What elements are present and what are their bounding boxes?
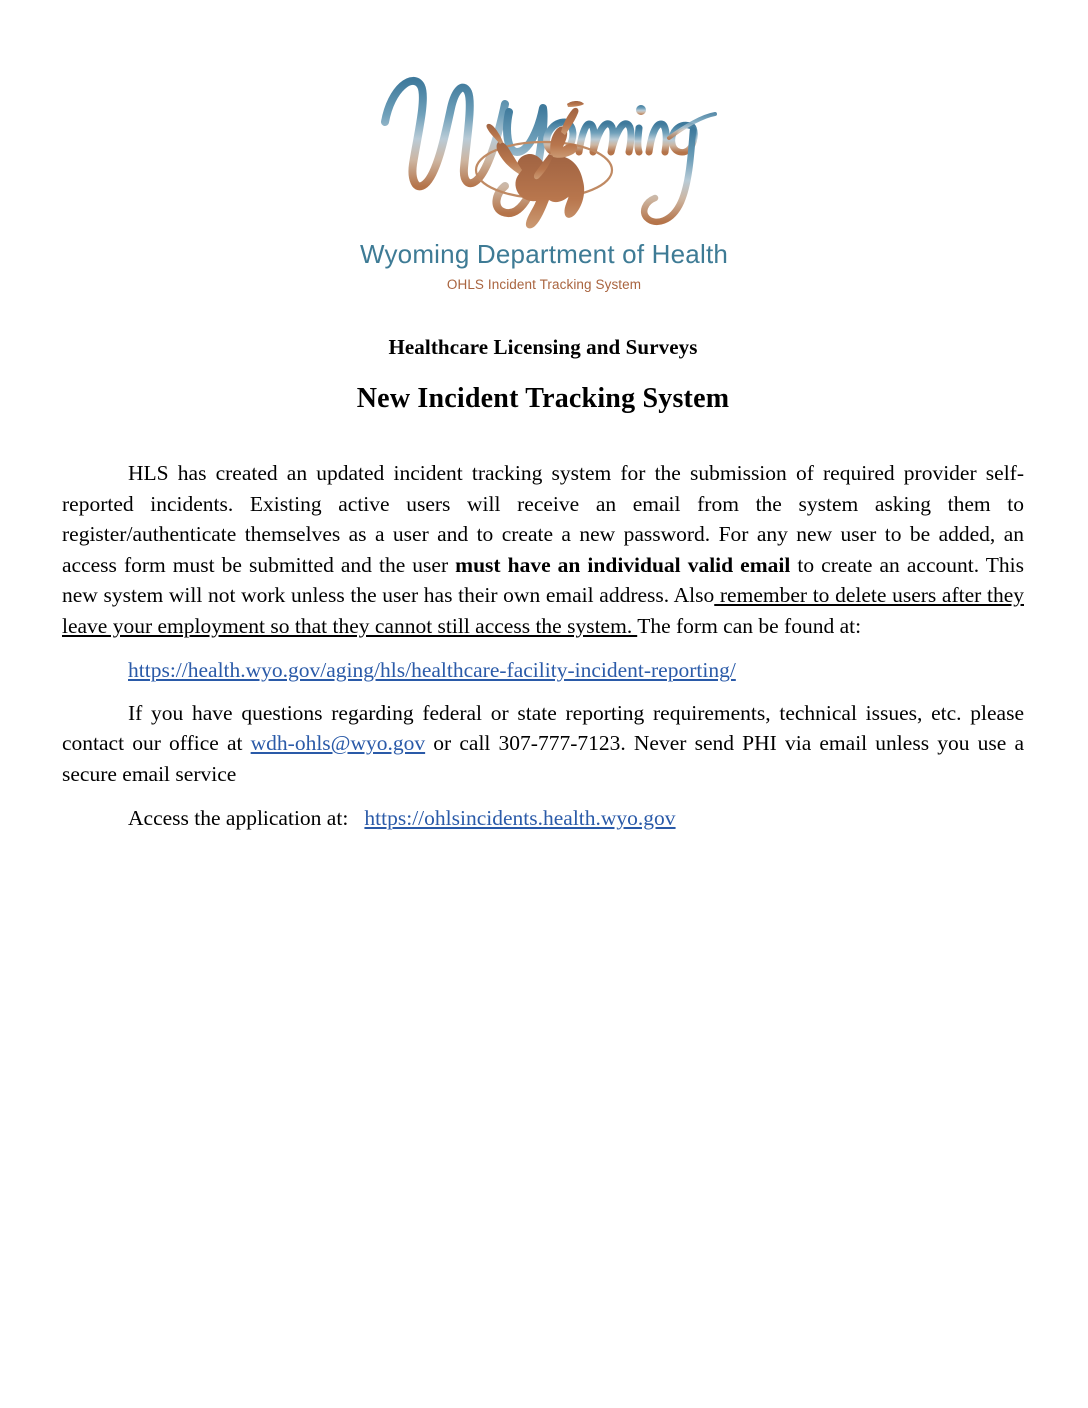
body-spacer-1 xyxy=(62,641,1024,655)
paragraph-intro-segment-1: HLS has created an updated incident tracking system for the submission of required provider self-reported incidents. Existing active users will receive an email from the system asking them to register/authenticate themselves as a user and to create a new password. For any new user to be added, an access form must be submitted and the user xyxy=(62,461,1024,577)
logo-department-line: Wyoming Department of Health xyxy=(359,239,729,269)
body-spacer-2 xyxy=(62,686,1024,698)
paragraph-contact xyxy=(62,698,1024,790)
paragraph-intro-segment-2: to create an account. This new system will not work unless the user has their own email address. Also xyxy=(62,552,1024,607)
paragraph-intro xyxy=(62,458,1024,641)
agency-logo-block xyxy=(0,52,1088,293)
logo-subtitle-line: OHLS Incident Tracking System xyxy=(446,277,642,292)
paragraph-intro-underlined-phrase: remember to delete users after they leave your employment so that they cannot still access the system. xyxy=(62,583,1024,638)
document-body xyxy=(62,458,1024,834)
access-application-label: Access the application at: xyxy=(128,806,365,830)
paragraph-intro-bold-phrase: must have an individual valid email xyxy=(455,552,791,577)
form-url-link[interactable]: https://health.wyo.gov/aging/hls/healthcare-facility-incident-reporting/ xyxy=(128,658,736,682)
support-email-link[interactable]: wdh-ohls@wyo.gov xyxy=(250,731,426,755)
document-subtitle: Healthcare Licensing and Surveys xyxy=(388,335,698,359)
wyoming-logo-artwork xyxy=(369,52,719,237)
paragraph-contact-segment-2: or call 307-777-7123. Never send PHI via email unless you use a secure email service xyxy=(62,731,1024,786)
body-spacer-3 xyxy=(62,789,1024,803)
paragraph-contact-segment-1: If you have questions regarding federal or state reporting requirements, technical issues, etc. please contact our office at xyxy=(62,700,1024,755)
paragraph-intro-segment-3: The form can be found at: xyxy=(637,613,862,638)
form-link-line xyxy=(62,655,1024,686)
application-url-link[interactable]: https://ohlsincidents.health.wyo.gov xyxy=(364,806,676,830)
document-headings xyxy=(62,334,1024,416)
access-application-line xyxy=(62,803,1024,834)
page-title: New Incident Tracking System xyxy=(356,383,730,414)
